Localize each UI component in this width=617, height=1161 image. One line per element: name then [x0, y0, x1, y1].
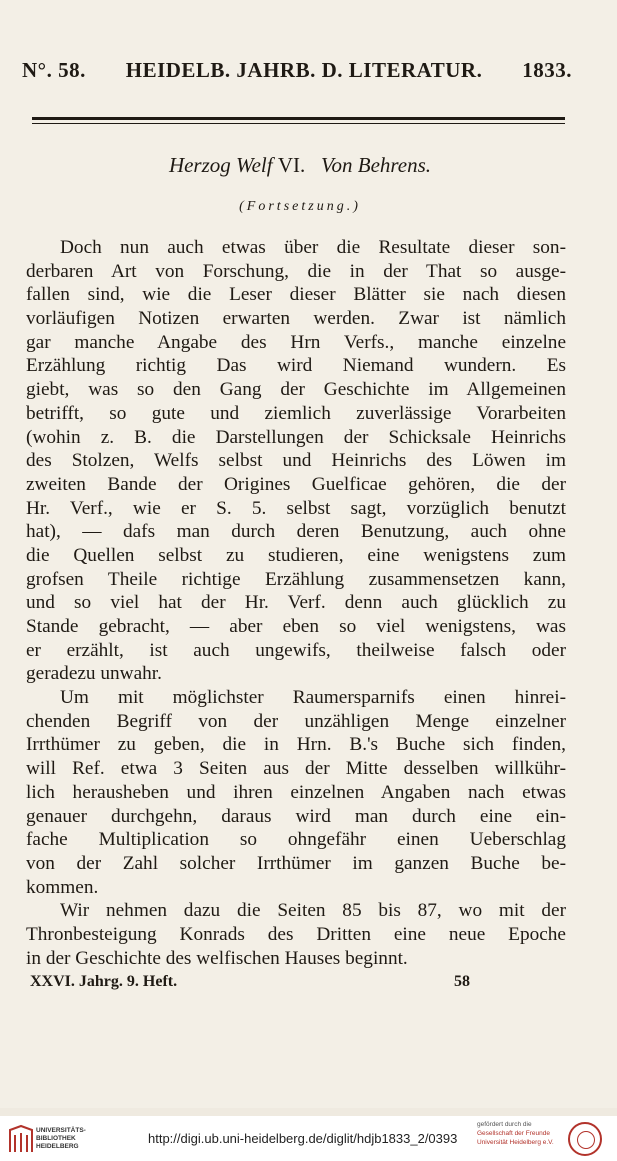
- text-line: fache Multiplication so ohngefähr einen Ueberschlag: [26, 829, 566, 851]
- text-line: Wir nehmen dazu die Seiten 85 bis 87, wo mit der: [60, 900, 566, 922]
- text-line: gar manche Angabe des Hrn Verfs., manche einzelne: [26, 331, 566, 353]
- running-head: [22, 58, 572, 83]
- text-line: chenden Begriff von der unzähligen Menge einzelner: [26, 710, 566, 732]
- library-logo-icon: [8, 1124, 34, 1154]
- text-line: geradezu unwahr.: [26, 663, 162, 685]
- text-line: Erzählung richtig Das wird Niemand wundern. Es: [26, 355, 566, 377]
- title-part-2: VI.: [277, 153, 306, 177]
- sponsor-text: gefördert durch die Gesellschaft der Freunde Universität Heidelberg e.V.: [477, 1121, 554, 1146]
- title-part-3: Von Behrens.: [321, 153, 432, 177]
- text-line: Irrthümer zu geben, die in Hrn. B.'s Buche sich finden,: [26, 734, 566, 756]
- text-line: derbaren Art von Forschung, die in der That so ausge-: [26, 260, 566, 282]
- text-line: Um mit möglichster Raumersparnifs einen hinrei-: [60, 687, 566, 709]
- text-line: von der Zahl solcher Irrthümer im ganzen Buche be-: [26, 852, 566, 874]
- signature-mark: XXVI. Jahrg. 9. Heft.: [30, 973, 178, 990]
- text-line: giebt, was so den Gang der Geschichte im Allgemeinen: [26, 379, 566, 401]
- header-rule-thin: [32, 123, 565, 124]
- text-line: vorläufigen Notizen erwarten werden. Zwar ist nämlich: [26, 308, 566, 330]
- text-line: kommen.: [26, 876, 99, 898]
- article-subtitle: (Fortsetzung.): [239, 199, 361, 214]
- text-line: lich herausheben und ihren einzelnen Angaben nach etwas: [26, 781, 566, 803]
- text-line: (wohin z. B. die Darstellungen der Schicksale Heinrichs: [26, 426, 566, 448]
- year: 1833.: [522, 58, 572, 82]
- text-line: Hr. Verf., wie er S. 5. selbst sagt, vorzüglich benutzt: [26, 497, 566, 519]
- text-line: er erzählt, ist auch ungewifs, theilweise falsch oder: [26, 639, 566, 661]
- text-line: zweiten Bande der Origines Guelficae gehören, die der: [26, 473, 566, 495]
- text-line: Stande gebracht, — aber eben so viel wenigstens, was: [26, 616, 566, 637]
- article-title: [0, 153, 600, 178]
- text-line: betrifft, so gute und ziemlich zuverlässige Vorarbeiten: [26, 402, 566, 424]
- page-footer: [30, 973, 470, 991]
- permalink-url[interactable]: http://digi.ub.uni-heidelberg.de/diglit/hdjb1833_2/0393: [148, 1131, 458, 1146]
- text-line: des Stolzen, Welfs selbst und Heinrichs des Löwen im: [26, 450, 566, 472]
- text-line: genauer durchgehn, daraus wird man durch eine ein-: [26, 805, 566, 827]
- text-line: will Ref. etwa 3 Seiten aus der Mitte desselben willkühr-: [26, 758, 566, 780]
- text-line: in der Geschichte des welfischen Hauses beginnt.: [26, 947, 408, 969]
- text-line: fallen sind, wie die Leser dieser Blätter sie nach diesen: [26, 284, 566, 306]
- page-number: 58: [454, 973, 470, 990]
- library-name: UNIVERSITÄTS- BIBLIOTHEK HEIDELBERG: [36, 1127, 86, 1150]
- text-line: und so viel hat der Hr. Verf. denn auch glücklich zu: [26, 592, 566, 614]
- text-line: die Quellen selbst zu studieren, eine wenigstens zum: [26, 544, 566, 566]
- journal-title: HEIDELB. JAHRB. D. LITERATUR.: [125, 58, 483, 82]
- text-line: hat), — dafs man durch deren Benutzung, auch ohne: [26, 521, 566, 543]
- text-line: grofsen Theile richtige Erzählung zusammensetzen kann,: [26, 568, 566, 590]
- library-banner: [0, 1116, 617, 1161]
- title-part-1: Herzog Welf: [168, 153, 273, 177]
- header-rule-thick: [32, 117, 565, 120]
- text-line: Thronbesteigung Konrads des Dritten eine neue Epoche: [26, 923, 566, 945]
- text-line: Doch nun auch etwas über die Resultate dieser son-: [60, 237, 566, 258]
- university-seal-icon: [568, 1122, 602, 1156]
- article-body: [26, 236, 566, 970]
- issue-number: N°. 58.: [22, 58, 86, 82]
